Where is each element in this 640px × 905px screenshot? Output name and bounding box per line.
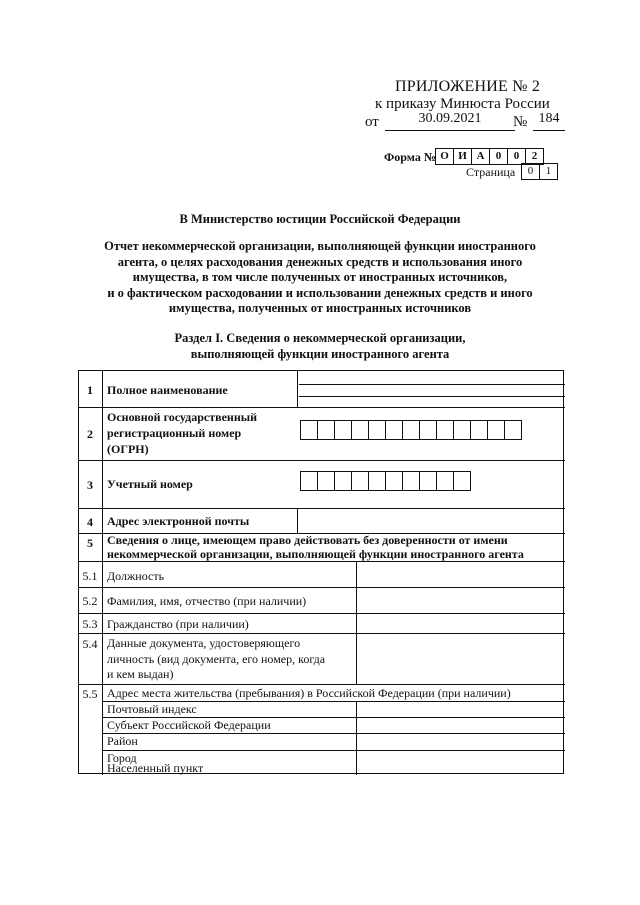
ogrn-digit-cell[interactable] xyxy=(300,420,318,440)
organization-info-table xyxy=(78,370,564,774)
ogrn-digit-cell[interactable] xyxy=(487,420,505,440)
number-label: № xyxy=(513,114,528,130)
account-digit-cell[interactable] xyxy=(317,471,335,491)
position-label: Должность xyxy=(107,569,165,583)
ogrn-digit-cell[interactable] xyxy=(402,420,420,440)
section-title-line: Раздел I. Сведения о некоммерческой организации, xyxy=(174,331,466,345)
row-number: 5.2 xyxy=(82,594,98,608)
residence-address-label: Адрес места жительства (пребывания) в Российской Федерации (при наличии) xyxy=(107,686,511,700)
city-label: Город xyxy=(107,751,137,765)
ogrn-cells[interactable] xyxy=(301,420,522,440)
ogrn-label-line: Основной государственный xyxy=(107,410,258,424)
id-document-label-line: и кем выдан) xyxy=(107,667,174,681)
region-label: Субъект Российской Федерации xyxy=(107,718,271,732)
account-digit-cell[interactable] xyxy=(368,471,386,491)
account-digit-cell[interactable] xyxy=(300,471,318,491)
account-digit-cell[interactable] xyxy=(402,471,420,491)
report-title-line: агента, о целях расходования денежных средств и использования иного xyxy=(117,254,523,269)
city-field[interactable] xyxy=(357,751,565,774)
row-number: 5.5 xyxy=(82,687,98,701)
person-name-field[interactable] xyxy=(357,588,565,613)
ogrn-digit-cell[interactable] xyxy=(470,420,488,440)
ogrn-digit-cell[interactable] xyxy=(419,420,437,440)
report-title xyxy=(80,239,560,317)
form-code-cell: 2 xyxy=(525,148,544,165)
ogrn-digit-cell[interactable] xyxy=(453,420,471,440)
account-digit-cell[interactable] xyxy=(334,471,352,491)
report-title-line: имущества, полученных от иностранных источников xyxy=(168,301,472,315)
id-document-label-line: Данные документа, удостоверяющего xyxy=(107,636,301,650)
full-name-label: Полное наименование xyxy=(107,383,228,397)
citizenship-field[interactable] xyxy=(357,614,565,633)
account-digit-cell[interactable] xyxy=(436,471,454,491)
full-name-field[interactable] xyxy=(299,371,565,407)
ogrn-label xyxy=(107,409,257,457)
row-number: 1 xyxy=(87,383,93,397)
report-title-line: имущества, в том числе полученных от иностранных источников, xyxy=(132,270,508,284)
ogrn-digit-cell[interactable] xyxy=(334,420,352,440)
form-label: Форма № xyxy=(384,150,436,164)
section-title-line: выполняющей функции иностранного агента xyxy=(190,346,450,361)
id-document-label xyxy=(107,636,325,683)
account-number-label: Учетный номер xyxy=(107,477,193,491)
email-label: Адрес электронной почты xyxy=(107,514,250,528)
page-cell: 0 xyxy=(521,163,540,180)
authorized-person-heading-line: Сведения о лице, имеющем право действовать без доверенности от имени xyxy=(107,533,508,547)
row-number: 5 xyxy=(87,536,93,550)
order-date: 30.09.2021 xyxy=(418,111,482,126)
page-number-cells xyxy=(522,163,558,180)
row-number: 5.4 xyxy=(82,637,98,651)
settlement-label: Населенный пункт xyxy=(107,761,204,775)
form-code-cell: И xyxy=(453,148,472,165)
order-number: 184 xyxy=(538,111,560,126)
row-number: 5.3 xyxy=(82,617,98,631)
account-digit-cell[interactable] xyxy=(419,471,437,491)
appendix-date-row xyxy=(365,111,565,132)
ogrn-digit-cell[interactable] xyxy=(504,420,522,440)
form-code-cell: 0 xyxy=(507,148,526,165)
row-number: 3 xyxy=(87,478,93,492)
authorized-person-heading xyxy=(107,534,524,561)
form-code-cell: О xyxy=(435,148,454,165)
account-number-cells[interactable] xyxy=(301,471,471,491)
account-digit-cell[interactable] xyxy=(453,471,471,491)
report-title-line: и о фактическом расходовании и использовании денежных средств и иного xyxy=(107,285,533,300)
ogrn-digit-cell[interactable] xyxy=(385,420,403,440)
region-field[interactable] xyxy=(357,718,565,733)
ogrn-label-line: (ОГРН) xyxy=(107,442,149,456)
full-name-person-label: Фамилия, имя, отчество (при наличии) xyxy=(107,594,307,608)
ogrn-digit-cell[interactable] xyxy=(368,420,386,440)
account-digit-cell[interactable] xyxy=(385,471,403,491)
district-label: Район xyxy=(107,734,138,748)
page-label: Страница xyxy=(466,165,516,179)
ogrn-digit-cell[interactable] xyxy=(317,420,335,440)
authorized-person-heading-line: некоммерческой организации, выполняющей функции иностранного агента xyxy=(107,546,524,561)
row-number: 5.1 xyxy=(82,569,98,583)
from-label: от xyxy=(365,114,379,130)
postal-code-field[interactable] xyxy=(357,702,565,717)
id-document-label-line: личность (вид документа, его номер, когда xyxy=(107,651,326,666)
report-title-line: Отчет некоммерческой организации, выполняющей функции иностранного xyxy=(104,239,536,253)
page-cell: 1 xyxy=(539,163,558,180)
section-title xyxy=(120,331,520,362)
form-code-cell: 0 xyxy=(489,148,508,165)
id-document-field[interactable] xyxy=(357,634,565,684)
postal-code-label: Почтовый индекс xyxy=(107,702,197,716)
appendix-order-ref: к приказу Минюста России xyxy=(375,96,550,112)
ogrn-digit-cell[interactable] xyxy=(436,420,454,440)
appendix-title: ПРИЛОЖЕНИЕ № 2 xyxy=(395,78,541,95)
email-field[interactable] xyxy=(299,509,565,533)
account-digit-cell[interactable] xyxy=(351,471,369,491)
ogrn-digit-cell[interactable] xyxy=(351,420,369,440)
citizenship-label: Гражданство (при наличии) xyxy=(107,617,249,631)
row-number: 2 xyxy=(87,427,93,441)
ogrn-label-line: регистрационный номер xyxy=(107,426,242,440)
row-number: 4 xyxy=(87,515,93,529)
district-field[interactable] xyxy=(357,734,565,750)
position-field[interactable] xyxy=(357,562,565,587)
form-code-cell: А xyxy=(471,148,490,165)
ministry-heading: В Министерство юстиции Российской Федерации xyxy=(179,212,461,226)
